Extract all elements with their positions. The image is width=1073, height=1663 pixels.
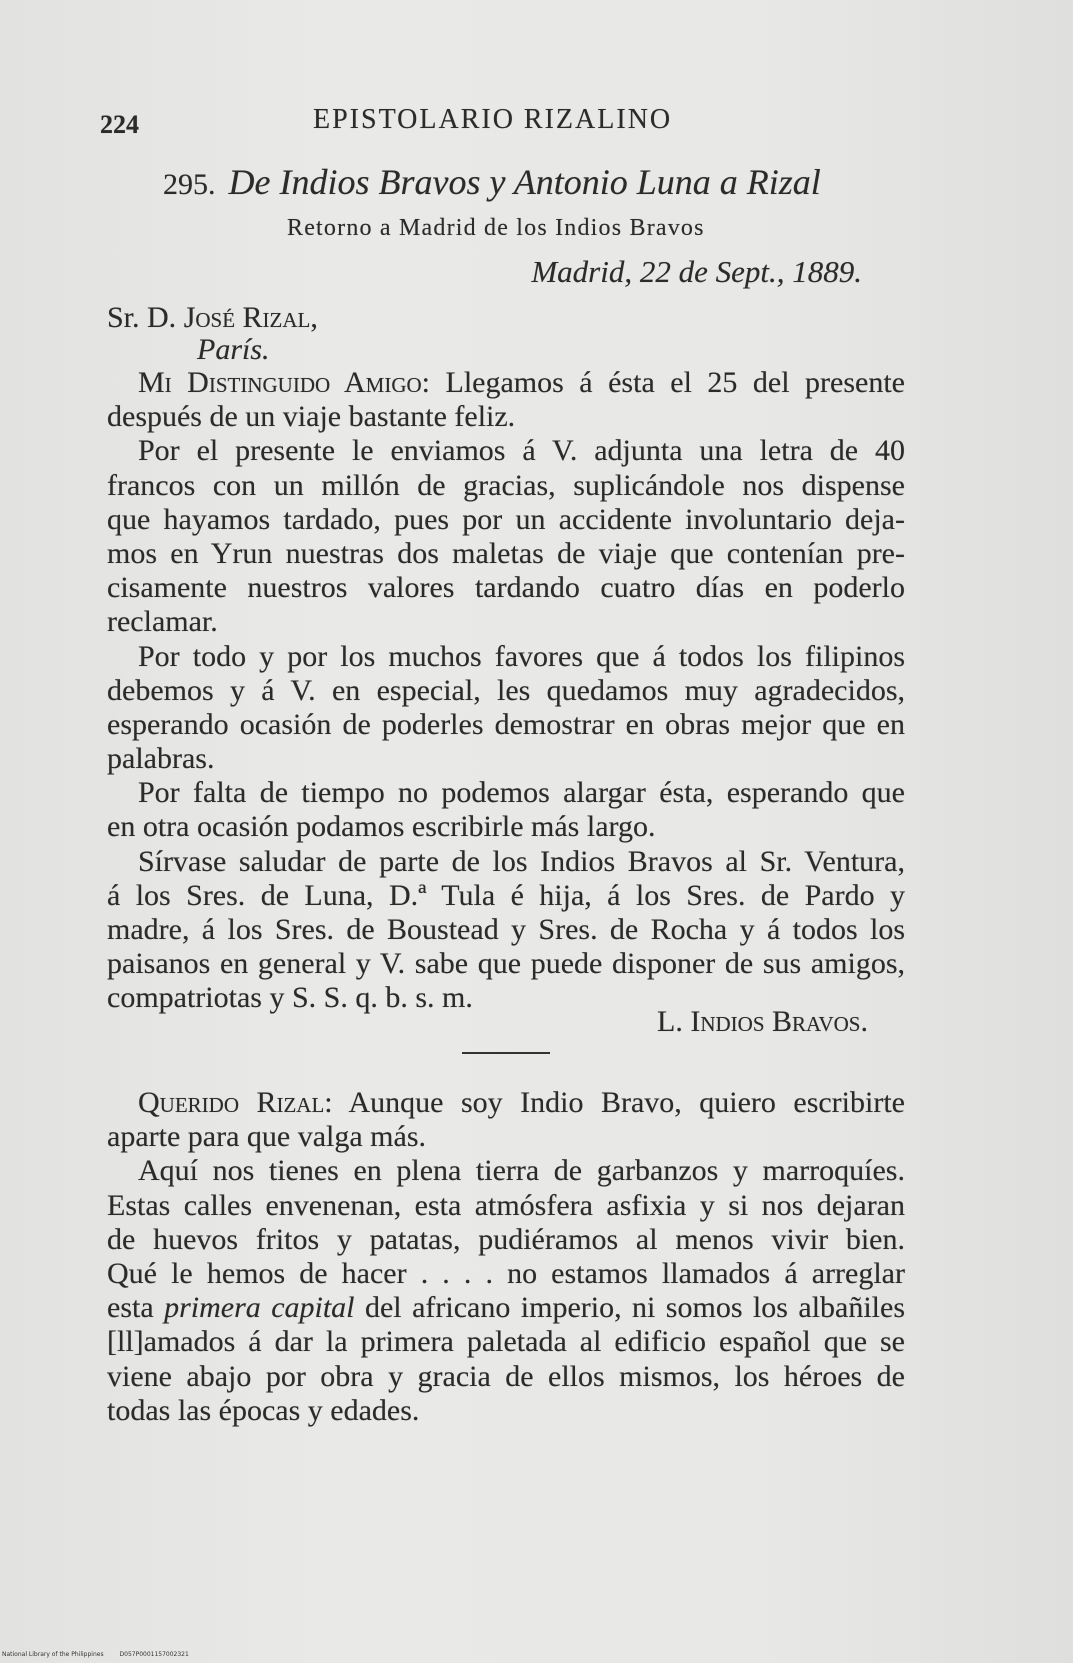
text-line: mos en Yrun nuestras dos maletas de viaje que contenían pre- [107,536,905,570]
text-line: de huevos fritos y patatas, pudiéramos al menos vivir bien. [107,1222,905,1256]
text-line [107,366,905,400]
salutation: Querido Rizal: [138,1086,333,1119]
letter-subtitle: Retorno a Madrid de los Indios Bravos [287,215,705,241]
text-line: compatriotas y S. S. q. b. s. m. [107,981,473,1015]
dateline: Madrid, 22 de Sept., 1889. [531,254,862,289]
addressee-prefix: Sr. D. [107,301,177,334]
text-line-content: Llegamos á ésta el 25 del presente [445,366,905,399]
text-line: Estas calles envenenan, esta atmósfera asfixia y si nos dejaran [107,1188,905,1222]
letter-one-body [107,366,905,1016]
item-id: D057P0001157002321 [119,1651,189,1658]
text-line: francos con un millón de gracias, suplicándole nos dispense [107,468,905,502]
signature-initial: L. [657,1005,683,1038]
text-line: que hayamos tardado, pues por un accidente involuntario deja- [107,502,905,536]
text-line-content: Aunque soy Indio Bravo, quiero escribirte [348,1086,905,1119]
text-line-content: del africano imperio, ni somos los albañiles [364,1291,906,1325]
text-line: Qué le hemos de hacer . . . . no estamos llamados á arreglar [107,1256,905,1290]
text-line: reclamar. [107,605,218,639]
text-line: Por el presente le enviamos á V. adjunta una letra de 40 [138,434,905,468]
text-line-content: esta [107,1291,154,1325]
page-number: 224 [100,110,139,139]
text-line: cisamente nuestros valores tardando cuatro días en poderlo [107,571,905,605]
addressee-place: París. [197,333,270,366]
text-line: aparte para que valga más. [107,1120,426,1154]
scan-footer [2,1651,189,1659]
addressee [107,301,318,335]
text-line: madre, á los Sres. de Boustead y Sres. de Rocha y á todos los [107,913,905,946]
running-title: EPISTOLARIO RIZALINO [313,104,673,135]
letter-title [163,160,821,207]
section-divider [462,1052,550,1054]
salutation: Mi Distinguido Amigo: [138,366,430,399]
text-line: Sírvase saludar de parte de los Indios Bravos al Sr. Ventura, [138,844,905,878]
letter-two-body [107,1086,905,1428]
letter-number: 295. [163,168,216,201]
text-line: en otra ocasión podamos escribirle más largo. [107,810,656,844]
text-line [107,1086,905,1120]
text-line: debemos y á V. en especial, les quedamos muy agradecidos, [107,673,905,707]
text-line: [ll]amados á dar la primera paletada al edificio español que se [107,1325,905,1359]
text-line: Aquí nos tienes en plena tierra de garbanzos y marroquíes. [138,1154,905,1188]
text-line: paisanos en general y V. sabe que puede disponer de sus amigos, [107,947,905,981]
text-line: á los Sres. de Luna, D.ª Tula é hija, á los Sres. de Pardo y [107,878,905,912]
text-line: todas las épocas y edades. [107,1393,420,1427]
text-line: esperando ocasión de poderles demostrar en obras mejor que en [107,707,905,741]
text-line [107,1291,905,1325]
library-credit: National Library of the Philippines [2,1651,104,1658]
text-line: palabras. [107,742,215,776]
letter-heading: De Indios Bravos y Antonio Luna a Rizal [228,162,821,202]
text-line: después de un viaje bastante feliz. [107,400,516,434]
text-line: Por todo y por los muchos favores que á todos los filipinos [138,639,905,673]
text-line: Por falta de tiempo no podemos alargar ésta, esperando que [138,776,905,810]
signature [657,1005,868,1039]
emphasized-text: primera capital [164,1291,355,1325]
text-line: viene abajo por obra y gracia de ellos mismos, los héroes de [107,1359,905,1393]
addressee-name: José Rizal, [183,301,318,334]
signature-name: Indios Bravos. [690,1005,868,1038]
